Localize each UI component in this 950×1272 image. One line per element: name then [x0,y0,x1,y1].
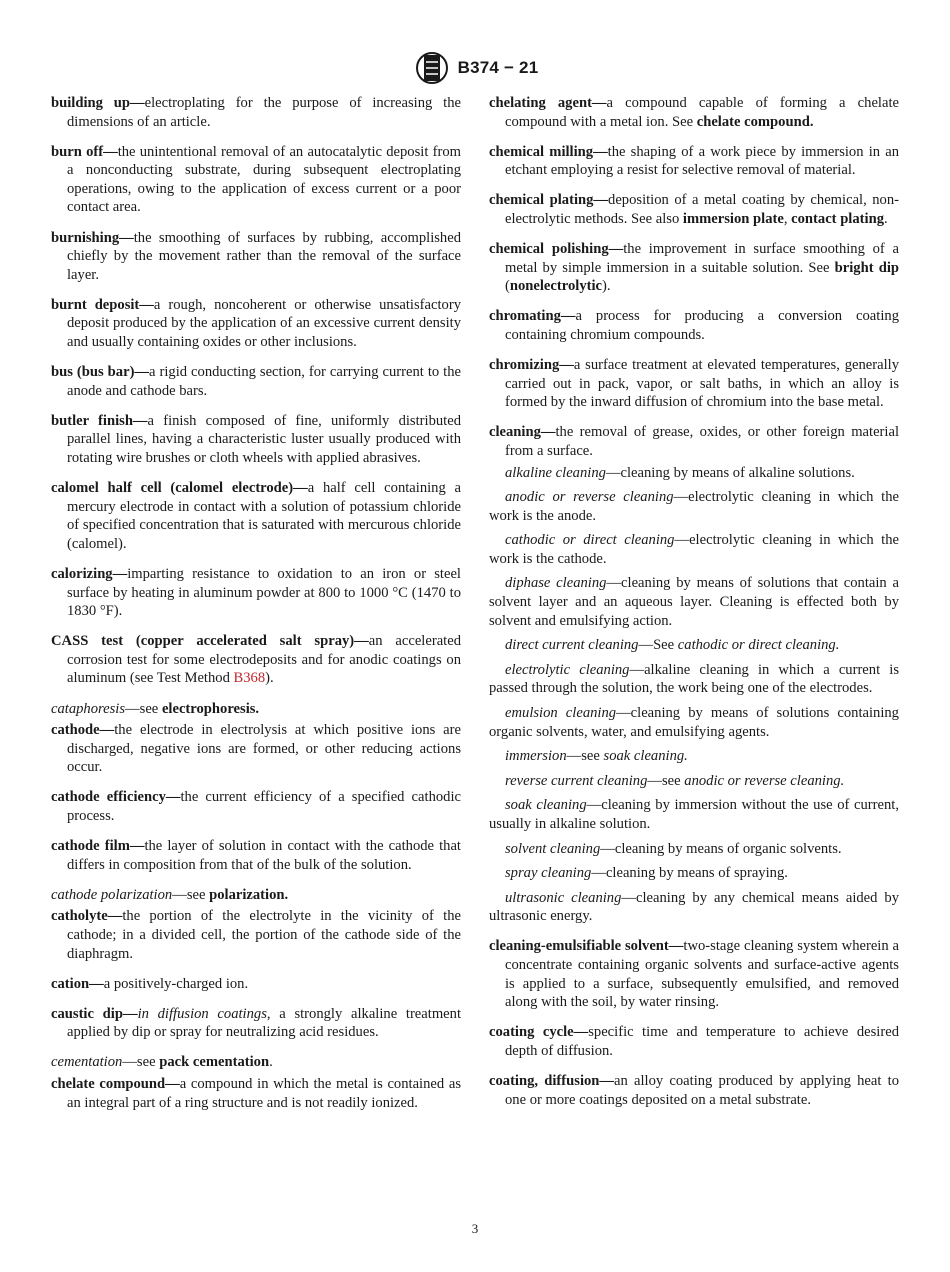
definition-entry: cleaning—the removal of grease, oxides, or other foreign material from a surface. [489,424,899,459]
definition-entry: burn off—the unintentional removal of an autocatalytic deposit from a nonconducting substrate, during subsequent electroplating operations, owing to the application of excess current or a poor contact area. [51,143,462,216]
definition-entry: burnt deposit—a rough, noncoherent or otherwise unsatisfactory deposit produced by the application of an excessive current density and usually containing oxides or other inclusions. [51,296,461,351]
sub-definition: ultrasonic cleaning—cleaning by any chemical means aided by ultrasonic energy. [489,889,899,925]
definition-entry: coating, diffusion—an alloy coating produced by applying heat to one or more coatings deposited on a metal substrate. [489,1073,899,1108]
definition-entry: burnishing—the smoothing of surfaces by rubbing, accomplished chiefly by the movement rather than the removal of the surface layer. [51,229,461,283]
astm-logo-icon [412,52,452,84]
sub-definition: alkaline cleaning—cleaning by means of alkaline solutions. [505,464,855,481]
page-header [0,52,950,84]
definition-entry: cleaning-emulsifiable solvent—two-stage cleaning system wherein a concentrate containing organic solvents and surface-active agents is applied to a surface, subsequently emulsified, and removed along with the soil, by water rinsing. [489,938,899,1011]
sub-definition: reverse current cleaning—see anodic or reverse cleaning. [505,772,845,789]
definition-entry: bus (bus bar)—a rigid conducting section, for carrying current to the anode and cathode bars. [51,364,462,399]
definition-entry: calorizing—imparting resistance to oxidation to an iron or steel surface by heating in aluminum powder at 800 to 1000 °C (1470 to 1830 °F). [51,565,461,620]
cross-reference-entry: cataphoresis—see electrophoresis. [51,700,260,717]
definition-entry: cathode—the electrode in electrolysis at which positive ions are discharged, negative ions are formed, or other reducing actions occur. [51,722,461,776]
definition-entry: chemical polishing—the improvement in surface smoothing of a metal by simple immersion in a suitable solution. See bright dip (nonelectrolytic). [489,241,900,295]
cross-reference-entry: cementation—see pack cementation. [51,1054,273,1071]
sub-definition: solvent cleaning—cleaning by means of organic solvents. [505,840,842,857]
sub-definition: cathodic or direct cleaning—electrolytic cleaning in which the work is the cathode. [489,532,899,567]
definition-entry: cation—a positively-charged ion. [51,975,249,992]
standard-designation: B374 − 21 [457,58,539,77]
definition-entry: chelating agent—a compound capable of forming a chelate compound with a metal ion. See chelate compound. [489,95,899,130]
sub-definition: immersion—see soak cleaning. [505,748,688,765]
sub-definition: anodic or reverse cleaning—electrolytic cleaning in which the work is the anode. [489,489,899,524]
sub-definition: spray cleaning—cleaning by means of spraying. [505,865,788,882]
definition-entry: chelate compound—a compound in which the metal is contained as an integral part of a ring structure and is not readily ionized. [51,1076,461,1111]
definition-entry: cathode film—the layer of solution in contact with the cathode that differs in composition from that of the bulk of the solution. [51,838,461,873]
definition-entry: CASS test (copper accelerated salt spray)—an accelerated corrosion test for some electrodeposits and for anodic coatings on aluminum (see Test Method B368). [51,633,462,687]
sub-definition: emulsion cleaning—cleaning by means of solutions containing organic solvents, water, and emulsifying agents. [489,705,899,740]
test-method-link[interactable]: B368 [233,670,266,687]
definition-entry: chromizing—a surface treatment at elevated temperatures, generally carried out in pack, vapor, or salt baths, in which an alloy is formed by the inward diffusion of chromium into the base metal. [489,357,899,411]
sub-definition: soak cleaning—cleaning by immersion without the use of current, usually in alkaline solution. [489,797,899,832]
right-column [489,94,899,1121]
definition-entry: catholyte—the portion of the electrolyte in the vicinity of the cathode; in a divided cell, the portion of the cathode side of the diaphragm. [51,908,461,962]
definition-entry: calomel half cell (calomel electrode)—a half cell containing a mercury electrode in contact with a solution of potassium chloride of specified concentration that is saturated with mercurous chloride (calomel). [51,480,461,552]
left-column [51,94,461,1124]
page-number: 3 [471,1221,479,1236]
definition-entry: chemical plating—deposition of a metal coating by chemical, non-electrolytic methods. See also immersion plate, contact plating. [489,192,899,227]
cross-reference-entry: cathode polarization—see polarization. [51,886,289,903]
sub-definition: direct current cleaning—See cathodic or direct cleaning. [505,637,840,654]
definition-entry: chemical milling—the shaping of a work piece by immersion in an etchant employing a resist for selective removal of material. [489,143,899,179]
definition-entry: chromating—a process for producing a conversion coating containing chromium compounds. [489,308,899,343]
sub-definition: electrolytic cleaning—alkaline cleaning in which a current is passed through the solution, the work being one of the electrodes. [489,661,899,697]
definition-entry: butler finish—a finish composed of fine, uniformly distributed parallel lines, having a characteristic luster usually produced with rotating wire brushes or cloth wheels with applied abrasives. [51,412,461,466]
definition-entry: coating cycle—specific time and temperature to achieve desired depth of diffusion. [489,1024,899,1059]
definition-entry: caustic dip—in diffusion coatings, a strongly alkaline treatment applied by dip or spray for neutralizing acid residues. [51,1005,461,1041]
definition-entry: cathode efficiency—the current efficiency of a specified cathodic process. [51,789,461,824]
sub-definition: diphase cleaning—cleaning by means of solutions that contain a solvent layer and an aqueous layer. Cleaning is effected both by solvent and emulsifying action. [489,575,899,629]
definition-entry: building up—electroplating for the purpose of increasing the dimensions of an article. [51,95,461,130]
